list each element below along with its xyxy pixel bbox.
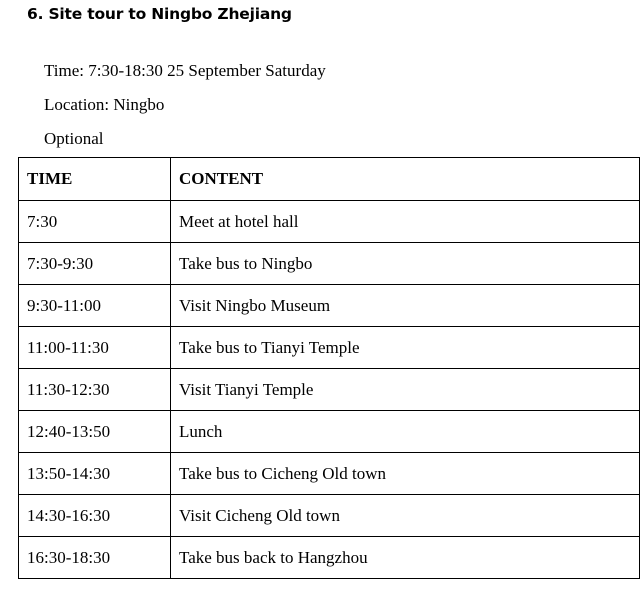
row-time: 9:30-11:00 <box>19 285 171 327</box>
optional-note: Optional <box>44 129 104 148</box>
row-content: Meet at hotel hall <box>171 201 640 243</box>
row-content: Take bus to Tianyi Temple <box>171 327 640 369</box>
schedule-table <box>18 157 640 579</box>
table-row <box>19 411 640 453</box>
row-time: 11:00-11:30 <box>19 327 171 369</box>
row-content: Take bus to Cicheng Old town <box>171 453 640 495</box>
row-time: 7:30 <box>19 201 171 243</box>
table-row <box>19 537 640 579</box>
table-row <box>19 453 640 495</box>
row-time: 11:30-12:30 <box>19 369 171 411</box>
row-time: 14:30-16:30 <box>19 495 171 537</box>
row-content: Lunch <box>171 411 640 453</box>
row-content: Visit Ningbo Museum <box>171 285 640 327</box>
section-heading: 6. Site tour to Ningbo Zhejiang <box>27 5 292 23</box>
table-row <box>19 243 640 285</box>
time-info: Time: 7:30-18:30 25 September Saturday <box>44 61 326 80</box>
table-header-row <box>19 158 640 201</box>
row-content: Visit Cicheng Old town <box>171 495 640 537</box>
table-row <box>19 201 640 243</box>
table-row <box>19 285 640 327</box>
header-time: TIME <box>19 158 171 201</box>
table-row <box>19 327 640 369</box>
row-content: Take bus to Ningbo <box>171 243 640 285</box>
row-content: Take bus back to Hangzhou <box>171 537 640 579</box>
row-time: 12:40-13:50 <box>19 411 171 453</box>
table-row <box>19 495 640 537</box>
header-content: CONTENT <box>171 158 640 201</box>
location-info: Location: Ningbo <box>44 95 165 114</box>
row-time: 7:30-9:30 <box>19 243 171 285</box>
row-time: 16:30-18:30 <box>19 537 171 579</box>
row-time: 13:50-14:30 <box>19 453 171 495</box>
table-row <box>19 369 640 411</box>
row-content: Visit Tianyi Temple <box>171 369 640 411</box>
